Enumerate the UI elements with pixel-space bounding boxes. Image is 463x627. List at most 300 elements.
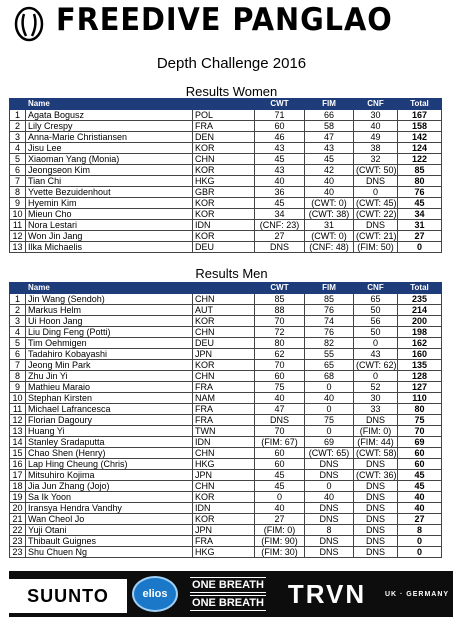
cell-cwt: 62 xyxy=(255,349,305,360)
cell-cnf: 30 xyxy=(354,110,398,121)
table-row xyxy=(10,503,442,514)
cell-nat: CHN xyxy=(193,371,255,382)
cell-cwt: 34 xyxy=(255,209,305,220)
cell-cnf: (FIM: 44) xyxy=(354,437,398,448)
cell-cnf: DNS xyxy=(354,547,398,558)
cell-fim: 0 xyxy=(305,382,354,393)
cell-total: 122 xyxy=(398,154,442,165)
table-row xyxy=(10,176,442,187)
cell-nat: DEN xyxy=(193,132,255,143)
cell-name: Ui Hoon Jang xyxy=(26,316,193,327)
cell-nat: FRA xyxy=(193,404,255,415)
cell-cnf: (CWT: 50) xyxy=(354,165,398,176)
table-row xyxy=(10,165,442,176)
header-nat xyxy=(193,283,255,294)
cell-cnf: DNS xyxy=(354,176,398,187)
cell-total: 135 xyxy=(398,360,442,371)
cell-name: Huang Yi xyxy=(26,426,193,437)
cell-cwt: 43 xyxy=(255,165,305,176)
cell-total: 69 xyxy=(398,437,442,448)
cell-fim: (CNF: 48) xyxy=(305,242,354,253)
cell-name: Tadahiro Kobayashi xyxy=(26,349,193,360)
cell-total: 0 xyxy=(398,547,442,558)
cell-fim: DNS xyxy=(305,459,354,470)
page-subtitle: Depth Challenge 2016 xyxy=(156,55,307,72)
cell-total: 40 xyxy=(398,492,442,503)
cell-name: Jeong Min Park xyxy=(26,360,193,371)
cell-cnf: 32 xyxy=(354,154,398,165)
cell-total: 45 xyxy=(398,198,442,209)
cell-nat: FRA xyxy=(193,536,255,547)
table-row xyxy=(10,327,442,338)
cell-cnf: 43 xyxy=(354,349,398,360)
cell-name: Won Jin Jang xyxy=(26,231,193,242)
cell-nat: KOR xyxy=(193,143,255,154)
table-row xyxy=(10,459,442,470)
cell-fim: 69 xyxy=(305,437,354,448)
table-row xyxy=(10,415,442,426)
cell-cnf: (CWT: 21) xyxy=(354,231,398,242)
cell-total: 80 xyxy=(398,176,442,187)
cell-pos: 3 xyxy=(10,316,26,327)
header-cwt: CWT xyxy=(255,99,305,110)
cell-cwt: 40 xyxy=(255,176,305,187)
cell-fim: DNS xyxy=(305,514,354,525)
table-row xyxy=(10,525,442,536)
cell-fim: 31 xyxy=(305,220,354,231)
cell-pos: 5 xyxy=(10,154,26,165)
header-pos xyxy=(10,283,26,294)
table-row xyxy=(10,437,442,448)
header-nat xyxy=(193,99,255,110)
cell-nat: HKG xyxy=(193,176,255,187)
cell-pos: 15 xyxy=(10,448,26,459)
cell-fim: 82 xyxy=(305,338,354,349)
cell-nat: JPN xyxy=(193,470,255,481)
cell-fim: (CWT: 65) xyxy=(305,448,354,459)
cell-cwt: 45 xyxy=(255,154,305,165)
cell-cwt: 47 xyxy=(255,404,305,415)
cell-total: 70 xyxy=(398,426,442,437)
cell-fim: 76 xyxy=(305,327,354,338)
cell-total: 75 xyxy=(398,415,442,426)
table-row xyxy=(10,294,442,305)
cell-nat: FRA xyxy=(193,415,255,426)
table-row xyxy=(10,143,442,154)
cell-pos: 10 xyxy=(10,393,26,404)
cell-fim: 65 xyxy=(305,360,354,371)
table-row xyxy=(10,371,442,382)
header-cnf: CNF xyxy=(354,99,398,110)
table-row xyxy=(10,382,442,393)
cell-name: Ilka Michaelis xyxy=(26,242,193,253)
cell-cnf: 49 xyxy=(354,132,398,143)
cell-cnf: (FIM: 0) xyxy=(354,426,398,437)
cell-cnf: 30 xyxy=(354,393,398,404)
cell-name: Xiaoman Yang (Monia) xyxy=(26,154,193,165)
table-row xyxy=(10,198,442,209)
header-name: Name xyxy=(26,99,193,110)
cell-cwt: 36 xyxy=(255,187,305,198)
cell-pos: 12 xyxy=(10,231,26,242)
onebreath-logo-line-1: ONE BREATH xyxy=(192,579,264,591)
cell-total: 31 xyxy=(398,220,442,231)
header-name: Name xyxy=(26,283,193,294)
cell-pos: 10 xyxy=(10,209,26,220)
men-section-title: Results Men xyxy=(195,266,268,281)
cell-cwt: 46 xyxy=(255,132,305,143)
cell-cnf: 0 xyxy=(354,371,398,382)
cell-name: Wan Cheol Jo xyxy=(26,514,193,525)
cell-cnf: DNS xyxy=(354,220,398,231)
cell-total: 235 xyxy=(398,294,442,305)
table-header-row xyxy=(10,99,442,110)
cell-fim: 85 xyxy=(305,294,354,305)
cell-pos: 1 xyxy=(10,110,26,121)
cell-total: 167 xyxy=(398,110,442,121)
cell-pos: 7 xyxy=(10,360,26,371)
cell-name: Sa Ik Yoon xyxy=(26,492,193,503)
cell-cwt: 40 xyxy=(255,393,305,404)
cell-nat: KOR xyxy=(193,198,255,209)
table-row xyxy=(10,242,442,253)
cell-fim: 74 xyxy=(305,316,354,327)
cell-nat: POL xyxy=(193,110,255,121)
cell-nat: NAM xyxy=(193,393,255,404)
cell-total: 40 xyxy=(398,503,442,514)
cell-fim: (CWT: 38) xyxy=(305,209,354,220)
elios-logo-text: elios xyxy=(132,576,178,612)
header-fim: FIM xyxy=(305,283,354,294)
cell-nat: KOR xyxy=(193,165,255,176)
cell-cwt: 0 xyxy=(255,492,305,503)
cell-cnf: DNS xyxy=(354,481,398,492)
trvn-logo: TRVN xyxy=(287,578,367,609)
cell-total: 45 xyxy=(398,481,442,492)
cell-name: Michael Lafrancesca xyxy=(26,404,193,415)
cell-nat: AUT xyxy=(193,305,255,316)
cell-name: Tim Oehmigen xyxy=(26,338,193,349)
cell-fim: 76 xyxy=(305,305,354,316)
cell-name: Nora Lestari xyxy=(26,220,193,231)
cell-nat: CHN xyxy=(193,154,255,165)
table-row xyxy=(10,316,442,327)
header-cnf: CNF xyxy=(354,283,398,294)
table-header-row xyxy=(10,283,442,294)
women-results-table xyxy=(9,98,442,253)
cell-cnf: (CWT: 45) xyxy=(354,198,398,209)
cell-cwt: 60 xyxy=(255,121,305,132)
page-header xyxy=(0,0,463,48)
onebreath-logo-line-2: ONE BREATH xyxy=(192,597,264,609)
cell-cnf: (CWT: 22) xyxy=(354,209,398,220)
cell-cnf: (FIM: 50) xyxy=(354,242,398,253)
cell-name: Zhu Jin Yi xyxy=(26,371,193,382)
cell-total: 162 xyxy=(398,338,442,349)
freedive-logo-icon xyxy=(14,6,44,42)
cell-name: Mieun Cho xyxy=(26,209,193,220)
header-total: Total xyxy=(398,283,442,294)
cell-name: Markus Helm xyxy=(26,305,193,316)
cell-pos: 23 xyxy=(10,536,26,547)
cell-name: Shu Chuen Ng xyxy=(26,547,193,558)
cell-pos: 23 xyxy=(10,547,26,558)
cell-pos: 2 xyxy=(10,121,26,132)
cell-nat: KOR xyxy=(193,360,255,371)
cell-total: 8 xyxy=(398,525,442,536)
cell-cwt: 60 xyxy=(255,459,305,470)
table-row xyxy=(10,132,442,143)
cell-cnf: (CWT: 36) xyxy=(354,470,398,481)
cell-total: 142 xyxy=(398,132,442,143)
cell-cnf: 40 xyxy=(354,121,398,132)
cell-nat: FRA xyxy=(193,382,255,393)
cell-cwt: 27 xyxy=(255,231,305,242)
cell-name: Yuji Otani xyxy=(26,525,193,536)
cell-cnf: 65 xyxy=(354,294,398,305)
cell-pos: 11 xyxy=(10,220,26,231)
cell-fim: DNS xyxy=(305,503,354,514)
cell-nat: IDN xyxy=(193,503,255,514)
cell-fim: 55 xyxy=(305,349,354,360)
cell-cnf: DNS xyxy=(354,415,398,426)
cell-cnf: 0 xyxy=(354,187,398,198)
cell-nat: CHN xyxy=(193,481,255,492)
cell-total: 200 xyxy=(398,316,442,327)
table-row xyxy=(10,536,442,547)
table-row xyxy=(10,349,442,360)
cell-nat: FRA xyxy=(193,121,255,132)
cell-name: Mitsuhiro Kojima xyxy=(26,470,193,481)
header-fim: FIM xyxy=(305,99,354,110)
cell-name: Lap Hing Cheung (Chris) xyxy=(26,459,193,470)
cell-pos: 20 xyxy=(10,503,26,514)
table-row xyxy=(10,231,442,242)
cell-cwt: 43 xyxy=(255,143,305,154)
cell-name: Jin Wang (Sendoh) xyxy=(26,294,193,305)
cell-cwt: 70 xyxy=(255,426,305,437)
cell-fim: 42 xyxy=(305,165,354,176)
cell-total: 60 xyxy=(398,459,442,470)
cell-fim: 47 xyxy=(305,132,354,143)
cell-fim: 40 xyxy=(305,492,354,503)
cell-fim: 40 xyxy=(305,176,354,187)
cell-cnf: (CWT: 62) xyxy=(354,360,398,371)
cell-pos: 2 xyxy=(10,305,26,316)
cell-cwt: 72 xyxy=(255,327,305,338)
cell-total: 34 xyxy=(398,209,442,220)
cell-cnf: 56 xyxy=(354,316,398,327)
cell-cnf: DNS xyxy=(354,459,398,470)
cell-nat: KOR xyxy=(193,209,255,220)
cell-name: Anna-Marie Christiansen xyxy=(26,132,193,143)
cell-total: 76 xyxy=(398,187,442,198)
cell-fim: (CWT: 0) xyxy=(305,231,354,242)
cell-name: Chao Shen (Henry) xyxy=(26,448,193,459)
cell-cnf: DNS xyxy=(354,525,398,536)
cell-name: Mathieu Maraio xyxy=(26,382,193,393)
cell-cnf: DNS xyxy=(354,503,398,514)
cell-cwt: 45 xyxy=(255,198,305,209)
women-section-title: Results Women xyxy=(185,84,278,99)
cell-cwt: 80 xyxy=(255,338,305,349)
cell-cwt: 70 xyxy=(255,360,305,371)
cell-nat: HKG xyxy=(193,459,255,470)
cell-cwt: 71 xyxy=(255,110,305,121)
cell-nat: DEU xyxy=(193,242,255,253)
cell-total: 158 xyxy=(398,121,442,132)
cell-pos: 16 xyxy=(10,459,26,470)
cell-fim: 0 xyxy=(305,404,354,415)
cell-fim: 0 xyxy=(305,426,354,437)
table-row xyxy=(10,470,442,481)
cell-name: Lily Crespy xyxy=(26,121,193,132)
cell-cnf: 52 xyxy=(354,382,398,393)
cell-total: 60 xyxy=(398,448,442,459)
cell-cnf: 0 xyxy=(354,338,398,349)
table-row xyxy=(10,492,442,503)
cell-total: 124 xyxy=(398,143,442,154)
onebreath-logo xyxy=(183,571,273,617)
cell-name: Agata Bogusz xyxy=(26,110,193,121)
header-cwt: CWT xyxy=(255,283,305,294)
cell-total: 0 xyxy=(398,536,442,547)
cell-cwt: 45 xyxy=(255,470,305,481)
table-row xyxy=(10,110,442,121)
cell-nat: CHN xyxy=(193,327,255,338)
cell-nat: DEU xyxy=(193,338,255,349)
cell-pos: 18 xyxy=(10,481,26,492)
cell-pos: 5 xyxy=(10,338,26,349)
cell-pos: 17 xyxy=(10,470,26,481)
cell-pos: 13 xyxy=(10,242,26,253)
cell-pos: 4 xyxy=(10,327,26,338)
cell-fim: 66 xyxy=(305,110,354,121)
cell-name: Thibault Guignes xyxy=(26,536,193,547)
cell-nat: KOR xyxy=(193,514,255,525)
table-row xyxy=(10,547,442,558)
cell-pos: 6 xyxy=(10,349,26,360)
table-row xyxy=(10,209,442,220)
cell-total: 214 xyxy=(398,305,442,316)
cell-cwt: (CNF: 23) xyxy=(255,220,305,231)
cell-fim: 0 xyxy=(305,481,354,492)
cell-name: Jeongseon Kim xyxy=(26,165,193,176)
table-row xyxy=(10,154,442,165)
table-row xyxy=(10,220,442,231)
cell-fim: 68 xyxy=(305,371,354,382)
cell-cwt: (FIM: 0) xyxy=(255,525,305,536)
cell-nat: JPN xyxy=(193,349,255,360)
cell-pos: 21 xyxy=(10,514,26,525)
table-row xyxy=(10,121,442,132)
cell-pos: 19 xyxy=(10,492,26,503)
cell-total: 85 xyxy=(398,165,442,176)
cell-fim: 43 xyxy=(305,143,354,154)
suunto-logo: SUUNTO xyxy=(9,579,127,613)
cell-total: 128 xyxy=(398,371,442,382)
cell-fim: 40 xyxy=(305,393,354,404)
cell-cwt: 85 xyxy=(255,294,305,305)
cell-pos: 6 xyxy=(10,165,26,176)
cell-pos: 7 xyxy=(10,176,26,187)
cell-name: Hyemin Kim xyxy=(26,198,193,209)
brand-title: FREEDIVE PANGLAO xyxy=(56,2,393,38)
cell-cwt: 70 xyxy=(255,316,305,327)
cell-name: Jia Jun Zhang (Jojo) xyxy=(26,481,193,492)
cell-cwt: DNS xyxy=(255,415,305,426)
cell-pos: 4 xyxy=(10,143,26,154)
cell-name: Jisu Lee xyxy=(26,143,193,154)
cell-cwt: 60 xyxy=(255,448,305,459)
header-pos xyxy=(10,99,26,110)
cell-cnf: DNS xyxy=(354,514,398,525)
cell-cwt: 60 xyxy=(255,371,305,382)
cell-cwt: 40 xyxy=(255,503,305,514)
cell-nat: GBR xyxy=(193,187,255,198)
cell-pos: 22 xyxy=(10,525,26,536)
cell-cnf: 50 xyxy=(354,305,398,316)
table-row xyxy=(10,393,442,404)
cell-pos: 1 xyxy=(10,294,26,305)
cell-pos: 9 xyxy=(10,382,26,393)
cell-total: 0 xyxy=(398,242,442,253)
cell-cwt: (FIM: 30) xyxy=(255,547,305,558)
cell-name: Florian Dagoury xyxy=(26,415,193,426)
elios-logo xyxy=(129,571,181,617)
men-results-table xyxy=(9,282,442,558)
cell-total: 27 xyxy=(398,514,442,525)
cell-nat: KOR xyxy=(193,231,255,242)
cell-nat: CHN xyxy=(193,294,255,305)
cell-total: 198 xyxy=(398,327,442,338)
cell-pos: 9 xyxy=(10,198,26,209)
cell-cwt: 75 xyxy=(255,382,305,393)
cell-fim: 40 xyxy=(305,187,354,198)
cell-pos: 8 xyxy=(10,187,26,198)
table-row xyxy=(10,338,442,349)
cell-total: 160 xyxy=(398,349,442,360)
cell-fim: (CWT: 0) xyxy=(305,198,354,209)
cell-cwt: 88 xyxy=(255,305,305,316)
cell-pos: 11 xyxy=(10,404,26,415)
cell-cnf: 50 xyxy=(354,327,398,338)
cell-cnf: DNS xyxy=(354,492,398,503)
cell-name: Stephan Kirsten xyxy=(26,393,193,404)
cell-cnf: (CWT: 58) xyxy=(354,448,398,459)
cell-name: Stanley Sradaputta xyxy=(26,437,193,448)
table-row xyxy=(10,514,442,525)
cell-name: Tian Chi xyxy=(26,176,193,187)
cell-fim: DNS xyxy=(305,470,354,481)
cell-cnf: 33 xyxy=(354,404,398,415)
cell-cnf: 38 xyxy=(354,143,398,154)
cell-total: 45 xyxy=(398,470,442,481)
cell-fim: 8 xyxy=(305,525,354,536)
sponsor-banner xyxy=(9,571,453,617)
table-row xyxy=(10,404,442,415)
cell-nat: IDN xyxy=(193,437,255,448)
cell-nat: IDN xyxy=(193,220,255,231)
cell-total: 80 xyxy=(398,404,442,415)
cell-fim: 58 xyxy=(305,121,354,132)
cell-nat: KOR xyxy=(193,492,255,503)
cell-pos: 8 xyxy=(10,371,26,382)
cell-pos: 12 xyxy=(10,415,26,426)
cell-fim: DNS xyxy=(305,536,354,547)
cell-total: 110 xyxy=(398,393,442,404)
table-row xyxy=(10,426,442,437)
